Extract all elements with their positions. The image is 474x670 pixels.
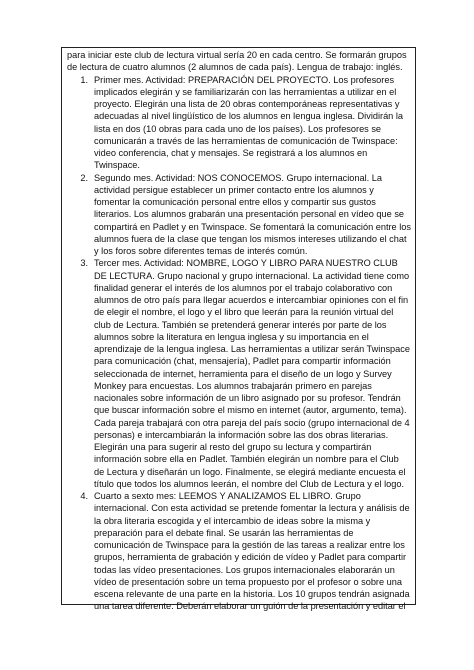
list-item-text: Segundo mes. Actividad: NOS CONOCEMOS. Grupo internacional. La actividad persigue establecer un primer contacto entre los alumnos y fomentar la comunicación personal entre ellos y compartir sus gustos literarios. Los alumnos grabarán una presentación personal en vídeo que se compartirá en Padlet y en Twinspace. Se fomentará la comunicación entre los alumnos fuera de la clase que tengan los mismos intereses utilizando el chat y los foros sobre diferentes temas de interés común. bbox=[94, 172, 411, 256]
list-number: 1. bbox=[80, 74, 88, 85]
list-number: 4. bbox=[80, 491, 88, 501]
intro-paragraph: para iniciar este club de lectura virtual sería 20 en cada centro. Se formarán grupos de lectura de cuatro alumnos (2 alumnos de cada país). Lengua de trabajo: inglés. bbox=[67, 50, 407, 73]
list-number: 3. bbox=[80, 258, 88, 269]
list-item bbox=[67, 257, 411, 490]
list-item bbox=[67, 74, 411, 172]
list-item-text: Primer mes. Actividad: PREPARACIÓN DEL PROYECTO. Los profesores implicados elegirán y se familiarizarán con las herramientas a utilizar en el proyecto. Elegirán una lista de 20 obras contemporáneas representativas y adecuadas al nivel lingüístico de los alumnos en lengua inglesa. Dividirán la lista en dos (10 obras para cada uno de los países). Los profesores se comunicarán a través de las herramientas de comunicación de Twinspace: video conferencia, chat y mensajes. Se registrará a los alumnos en Twinspace. bbox=[94, 74, 403, 171]
list-item bbox=[67, 490, 411, 613]
list-item-text: Cuarto a sexto mes: LEEMOS Y ANALIZAMOS EL LIBRO. Grupo internacional. Con esta actividad se pretende fomentar la lectura y análisis de la obra literaria escogida y el intercambio de ideas sobre la misma y preparación para el debate final. Se usarán las herramientas de comunicación de Twinspace para la gestión de las tareas a realizar entre los grupos, herramienta de grabación y edición de vídeo y Padlet para compartir todas las vídeo presentaciones. Los grupos internacionales elaborarán un vídeo de presentación sobre un tema propuesto por el profesor o sobre una escena relevante de una parte en la historia. Los 10 grupos tendrán asignada una tarea diferente. Deberán elaborar un guión de la presentación y editar el bbox=[94, 491, 410, 612]
list-item-text: Tercer mes. Actividad: NOMBRE, LOGO Y LIBRO PARA NUESTRO CLUB DE LECTURA. Grupo nacional y grupo internacional. La actividad tiene como finalidad generar el interés de los alumnos por el trabajo colaborativo con alumnos de otro país para llegar acuerdos e intercambiar opiniones con el fin de elegir el nombre, el logo y el libro que leerán para la reunión virtual del club de Lectura. También se pretenderá generar interés por parte de los alumnos sobre la literatura en lengua inglesa y su importancia en el aprendizaje de la lengua inglesa. Las herramientas a utilizar serán Twinspace para comunicación (chat, mensajería), Padlet para compartir información seleccionada de internet, herramienta para el diseño de un logo y Survey Monkey para encuestas. Los alumnos trabajarán primero en parejas nacionales sobre información de un libro asignado por su profesor. Tendrán que buscar información sobre el mismo en internet (autor, argumento, tema). Cada pareja trabajará con otra pareja del país socio (grupo internacional de 4 personas) e intercambiarán la información sobre las dos obras literarias. Elegirán una para sugerir al resto del grupo su lectura y compartirán información sobre ella en Padlet. También elegirán un nombre para el Club de Lectura y diseñarán un logo. Finalmente, se elegirá mediante encuesta el título que todos los alumnos leerán, el nombre del Club de Lectura y el logo. bbox=[94, 258, 410, 489]
activity-list bbox=[67, 74, 411, 613]
list-item bbox=[67, 172, 411, 258]
document-frame bbox=[61, 47, 416, 612]
list-number: 2. bbox=[80, 172, 88, 183]
